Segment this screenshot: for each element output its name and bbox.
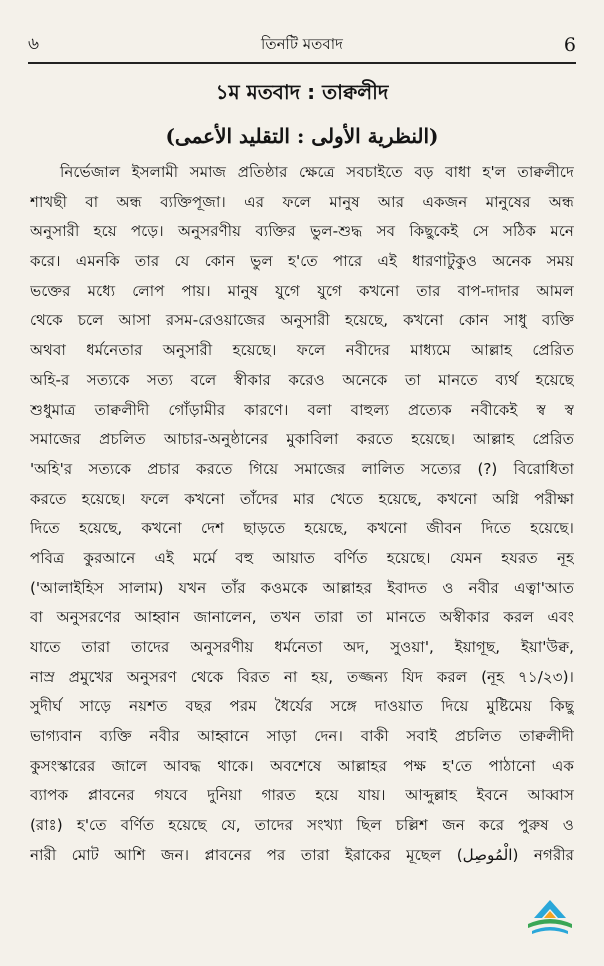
text-line: ব্যাপক প্লাবনের গযবে দুনিয়া গারত হয়ে যায়। আব্দুল্লাহ ইবনে আব্বাস [30, 786, 574, 805]
text-line: অহি-র সত্যকে সত্য বলে স্বীকার করেও অনেকে তা মানতে ব্যর্থ হয়েছে [30, 370, 574, 389]
text-line: নারী মোট আশি জন। প্লাবনের পর তারা ইরাকের মূছেল (الْمُوصِل) নগরীর [30, 845, 574, 864]
text-line: শুধুমাত্র তাক্বলীদী গোঁড়ামীর কারণে। বলা বাহুল্য প্রত্যেক নবীকেই স্ব স্ব [30, 400, 574, 419]
text-line: 'অহি'র সত্যকে প্রচার করতে গিয়ে সমাজের লালিত সত্যের (?) বিরোধিতা [30, 459, 574, 478]
text-line: দিতে হয়েছে, কখনো দেশ ছাড়তে হয়েছে, কখনো জীবন দিতে হয়েছে। [30, 519, 574, 538]
text-line: অনুসারী হয়ে পড়ে। অনুসরণীয় ব্যক্তির ভুল-শুদ্ধ সব কিছুকেই সে সঠিক মনে [30, 222, 574, 241]
text-line: ভাগ্যবান ব্যক্তি নবীর আহ্বানে সাড়া দেন। বাকী সবাই প্রচলিত তাক্বলীদী [30, 727, 574, 746]
body-text [30, 158, 574, 871]
page-number-bengali: ৬ [28, 34, 40, 54]
text-line: করে। এমনকি তার যে কোন ভুল হ'তে পারে এই ধারণাটুকুও অনেক সময় [30, 252, 574, 271]
text-line: সুদীর্ঘ সাড়ে নয়শত বছর পরম ধৈর্যের সঙ্গে দাওয়াত দিয়ে মুষ্টিমেয় কিছু [30, 697, 574, 716]
text-line: করতে হয়েছে। ফলে কখনো তাঁদের মার খেতে হয়েছে, কখনো অগ্নি পরীক্ষা [30, 489, 574, 508]
text-line: সমাজের প্রচলিত আচার-অনুষ্ঠানের মুকাবিলা করতে হয়েছে। আল্লাহ প্রেরিত [30, 430, 574, 449]
text-line: নাস্র প্রমুখের অনুসরণ থেকে বিরত না হয়, তজ্জন্য যিদ করল (নূহ ৭১/২৩)। [30, 667, 574, 686]
text-line: যাতে তারা তাদের অনুসরণীয় ধর্মনেতা অদ, সুওয়া', ইয়াগূছ, ইয়া'উক্ব, [30, 638, 574, 656]
text-line: ভক্তের মধ্যে লোপ পায়। মানুষ যুগে যুগে কখনো তার বাপ-দাদার আমল [30, 281, 574, 300]
text-line: থেকে চলে আসা রসম-রেওয়াজের অনুসারী হয়েছে, কখনো কোন সাধু ব্যক্তি [30, 311, 574, 330]
publisher-logo-icon [522, 896, 578, 942]
text-line: অথবা ধর্মনেতার অনুসারী হয়েছে। ফলে নবীদের মাধ্যমে আল্লাহ প্রেরিত [30, 341, 574, 360]
page-number: 6 [563, 34, 576, 56]
text-line: নির্ভেজাল ইসলামী সমাজ প্রতিষ্ঠার ক্ষেত্রে সবচাইতে বড় বাধা হ'ল তাক্বলীদে [60, 163, 574, 181]
text-line: পবিত্র কুরআনে এই মর্মে বহু আয়াত বর্ণিত হয়েছে। যেমন হযরত নূহ [30, 548, 574, 567]
text-line: কুসংস্কারের জালে আবদ্ধ থাকে। অবশেষে আল্লাহর পক্ষ হ'তে পাঠানো এক [30, 756, 574, 775]
text-line: শাখছী বা অন্ধ ব্যক্তিপূজা। এর ফলে মানুষ আর একজন মানুষের অন্ধ [30, 192, 574, 211]
text-line: (রাঃ) হ'তে বর্ণিত হয়েছে যে, তাদের সংখ্যা ছিল চল্লিশ জন করে পুরুষ ও [30, 816, 574, 835]
chapter-arabic-title: (النظرية الأولى : التقليد الأعمى) [165, 124, 439, 148]
text-line: বা অনুসরণের আহ্বান জানালেন, তখন তারা তা মানতে অস্বীকার করল এবং [30, 608, 574, 627]
text-line: ('আলাইহিস সালাম) যখন তাঁর কওমকে আল্লাহর ইবাদত ও নবীর এত্বা'আত [30, 578, 574, 597]
chapter-title: ১ম মতবাদ : তাক্বলীদ [215, 80, 389, 104]
page-header [28, 28, 576, 64]
book-title: তিনটি মতবাদ [261, 35, 343, 53]
